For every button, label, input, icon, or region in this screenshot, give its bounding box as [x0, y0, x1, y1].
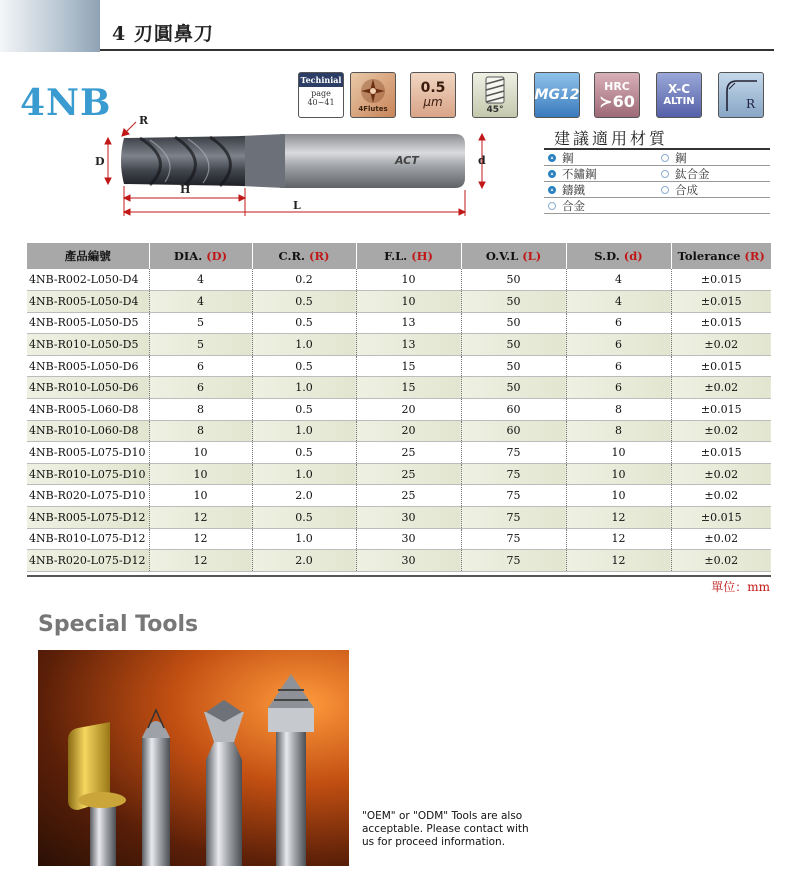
table-cell: 75 — [461, 507, 566, 529]
table-cell: ±0.015 — [671, 312, 771, 334]
table-cell: 1.0 — [252, 377, 356, 399]
table-cell: 10 — [149, 463, 252, 485]
part-number-cell: 4NB-R010-L060-D8 — [27, 420, 149, 442]
table-cell: 2.0 — [252, 550, 356, 572]
radius-profile-icon — [719, 73, 763, 117]
table-cell: 50 — [461, 312, 566, 334]
table-cell: 10 — [356, 269, 461, 291]
table-cell: ±0.015 — [671, 399, 771, 421]
column-header-label: C.R. — [278, 249, 306, 263]
materials-list — [544, 150, 770, 214]
column-header-symbol: (R) — [744, 249, 765, 263]
table-cell: ±0.02 — [671, 420, 771, 442]
table-cell: 10 — [566, 463, 671, 485]
chamfer-tool-body — [206, 742, 242, 866]
table-cell: ±0.02 — [671, 463, 771, 485]
table-header-row — [27, 243, 771, 269]
part-number-cell: 4NB-R010-L050-D6 — [27, 377, 149, 399]
tool-neck — [240, 134, 285, 188]
recommended-dot-icon — [548, 170, 556, 178]
material-name: 鈦合金 — [675, 166, 710, 181]
material-item — [544, 198, 657, 213]
tolerance-micron-icon: 0.5 μm — [410, 72, 456, 118]
table-cell: 75 — [461, 550, 566, 572]
coating-brand-icon: MG12 — [534, 72, 580, 118]
hardness-icon: HRC ≻60 — [594, 72, 640, 118]
table-cell: ±0.02 — [671, 334, 771, 356]
table-cell: 75 — [461, 528, 566, 550]
table-cell: 5 — [149, 334, 252, 356]
column-header-label: O.V.L — [485, 249, 519, 263]
spec-table — [27, 243, 771, 572]
part-number-cell: 4NB-R002-L050-D4 — [27, 269, 149, 291]
materials-row — [544, 198, 770, 214]
table-cell: 4 — [566, 291, 671, 313]
four-flutes-icon: 4Flutes — [350, 72, 396, 118]
table-row — [27, 442, 771, 464]
table-cell: 0.5 — [252, 399, 356, 421]
table-cell: 8 — [566, 399, 671, 421]
part-number-cell: 4NB-R010-L075-D12 — [27, 528, 149, 550]
page-title: 4 刃圓鼻刀 — [112, 23, 214, 45]
table-cell: 50 — [461, 269, 566, 291]
column-header-symbol: (d) — [623, 249, 643, 263]
table-row — [27, 334, 771, 356]
table-row — [27, 550, 771, 572]
table-cell: 6 — [566, 334, 671, 356]
table-row — [27, 312, 771, 334]
table-cell: 6 — [566, 355, 671, 377]
label-h: H — [180, 183, 191, 196]
gold-tool-shank — [90, 800, 116, 866]
column-header — [566, 243, 671, 269]
table-bottom-rule — [27, 575, 771, 577]
part-number-cell: 4NB-R020-L075-D12 — [27, 550, 149, 572]
table-cell: 60 — [461, 420, 566, 442]
column-header-symbol: (R) — [309, 249, 330, 263]
table-cell: 50 — [461, 334, 566, 356]
table-cell: 30 — [356, 507, 461, 529]
table-cell: 8 — [149, 399, 252, 421]
ball-tool-shank — [142, 738, 170, 866]
material-item — [544, 166, 657, 181]
table-row — [27, 463, 771, 485]
table-cell: 1.0 — [252, 528, 356, 550]
table-cell: 12 — [149, 507, 252, 529]
header-rule — [100, 49, 774, 51]
table-cell: 4 — [566, 269, 671, 291]
column-header — [671, 243, 771, 269]
part-number-cell: 4NB-R005-L050-D6 — [27, 355, 149, 377]
table-cell: 15 — [356, 355, 461, 377]
table-cell: ±0.015 — [671, 291, 771, 313]
table-cell: ±0.015 — [671, 507, 771, 529]
table-cell: 60 — [461, 399, 566, 421]
recommended-dot-icon — [548, 154, 556, 162]
table-cell: 2.0 — [252, 485, 356, 507]
table-cell: 5 — [149, 312, 252, 334]
recommended-materials — [544, 126, 770, 214]
column-header-label: Tolerance — [677, 249, 741, 263]
table-cell: 0.5 — [252, 507, 356, 529]
table-cell: 25 — [356, 463, 461, 485]
table-row — [27, 291, 771, 313]
table-cell: 13 — [356, 312, 461, 334]
part-number-cell: 4NB-R010-L050-D5 — [27, 334, 149, 356]
table-cell: 12 — [566, 550, 671, 572]
table-cell: 6 — [149, 355, 252, 377]
table-cell: 50 — [461, 355, 566, 377]
table-cell: 75 — [461, 463, 566, 485]
column-header — [252, 243, 356, 269]
table-row — [27, 269, 771, 291]
table-cell: 4 — [149, 291, 252, 313]
material-name: 鋼 — [675, 150, 687, 165]
table-cell: 12 — [149, 550, 252, 572]
column-header-symbol: (D) — [206, 249, 228, 263]
special-tools-photo — [38, 650, 349, 866]
column-header-symbol: (H) — [411, 249, 433, 263]
table-row — [27, 420, 771, 442]
material-name: 鋼 — [562, 150, 574, 165]
recommended-dot-icon — [548, 186, 556, 194]
material-name: 合金 — [562, 198, 585, 213]
table-cell: 0.2 — [252, 269, 356, 291]
material-name: 不鏽鋼 — [562, 166, 597, 181]
coating-type-icon: X-C ALTIN — [656, 72, 702, 118]
part-number-cell: 4NB-R005-L075-D12 — [27, 507, 149, 529]
table-cell: 0.5 — [252, 355, 356, 377]
table-cell: 20 — [356, 420, 461, 442]
label-r: R — [139, 114, 149, 127]
material-item — [544, 150, 657, 165]
corner-radius-icon: R — [718, 72, 764, 118]
optional-dot-icon — [661, 186, 669, 194]
column-header — [149, 243, 252, 269]
table-cell: 13 — [356, 334, 461, 356]
table-cell: 0.5 — [252, 291, 356, 313]
table-cell: ±0.015 — [671, 269, 771, 291]
table-cell: 30 — [356, 528, 461, 550]
material-item — [544, 182, 657, 197]
label-l: L — [293, 199, 301, 212]
table-row — [27, 528, 771, 550]
table-cell: 10 — [566, 485, 671, 507]
table-cell: ±0.02 — [671, 550, 771, 572]
table-cell: 1.0 — [252, 463, 356, 485]
table-cell: 75 — [461, 442, 566, 464]
table-cell: 15 — [356, 377, 461, 399]
material-item — [657, 182, 770, 197]
material-item — [657, 150, 770, 165]
column-header — [27, 243, 149, 269]
part-number-cell: 4NB-R005-L050-D5 — [27, 312, 149, 334]
materials-row — [544, 150, 770, 166]
optional-dot-icon — [661, 154, 669, 162]
table-body — [27, 269, 771, 571]
column-header-symbol: (L) — [522, 249, 542, 263]
materials-row — [544, 182, 770, 198]
label-d-big: D — [95, 155, 105, 168]
table-cell: ±0.015 — [671, 442, 771, 464]
technical-page-icon[interactable]: Techinial page 40~41 — [298, 72, 344, 118]
helix-flute-icon — [482, 76, 508, 106]
material-name: 合成 — [675, 182, 698, 197]
material-name: 鑄鐵 — [562, 182, 585, 197]
brand-mark: ACT — [395, 154, 419, 167]
table-cell: 10 — [149, 485, 252, 507]
table-row — [27, 377, 771, 399]
table-cell: 30 — [356, 550, 461, 572]
table-cell: 4 — [149, 269, 252, 291]
table-cell: 10 — [566, 442, 671, 464]
table-row — [27, 485, 771, 507]
table-cell: ±0.02 — [671, 485, 771, 507]
label-d-small: d — [478, 154, 486, 167]
table-cell: 20 — [356, 399, 461, 421]
table-cell: 8 — [566, 420, 671, 442]
oem-note: "OEM" or "ODM" Tools are also acceptable. Please contact with us for proceed information. — [362, 810, 529, 848]
t-slot-tool-shank — [276, 730, 306, 866]
part-number-cell: 4NB-R020-L075-D10 — [27, 485, 149, 507]
special-tools-title: Special Tools — [38, 612, 199, 637]
column-header-label: DIA. — [173, 249, 203, 263]
table-cell: 1.0 — [252, 420, 356, 442]
table-cell: ±0.02 — [671, 528, 771, 550]
table-cell: 75 — [461, 485, 566, 507]
optional-dot-icon — [548, 202, 556, 210]
table-row — [27, 507, 771, 529]
header-band — [0, 0, 100, 52]
table-cell: 6 — [566, 312, 671, 334]
end-mill-diagram — [0, 112, 486, 222]
table-cell: 25 — [356, 485, 461, 507]
table-cell: 6 — [566, 377, 671, 399]
table-cell: 8 — [149, 420, 252, 442]
table-cell: ±0.015 — [671, 355, 771, 377]
table-cell: 0.5 — [252, 312, 356, 334]
tool-shank — [280, 134, 465, 188]
column-header — [461, 243, 566, 269]
optional-dot-icon — [661, 170, 669, 178]
table-cell: 12 — [566, 528, 671, 550]
table-cell: 1.0 — [252, 334, 356, 356]
part-number-cell: 4NB-R005-L050-D4 — [27, 291, 149, 313]
column-header-label: S.D. — [594, 249, 620, 263]
table-cell: 50 — [461, 377, 566, 399]
table-cell: 10 — [149, 442, 252, 464]
unit-note: 單位：mm — [711, 580, 770, 594]
flute-cross-section-icon — [358, 76, 388, 106]
table-cell: 50 — [461, 291, 566, 313]
table-cell: 12 — [566, 507, 671, 529]
column-header-label: 產品編號 — [64, 249, 111, 263]
part-number-cell: 4NB-R005-L060-D8 — [27, 399, 149, 421]
table-row — [27, 399, 771, 421]
table-cell: 6 — [149, 377, 252, 399]
table-cell: 0.5 — [252, 442, 356, 464]
special-tools-illustration — [38, 650, 349, 866]
part-number-cell: 4NB-R005-L075-D10 — [27, 442, 149, 464]
helix-angle-icon: 45° — [472, 72, 518, 118]
material-item — [657, 166, 770, 181]
materials-title: 建議適用材質 — [544, 126, 770, 150]
column-header-label: F.L. — [384, 249, 408, 263]
table-cell: 12 — [149, 528, 252, 550]
part-number-cell: 4NB-R010-L075-D10 — [27, 463, 149, 485]
model-code: 4NB — [20, 82, 112, 124]
table-cell: 10 — [356, 291, 461, 313]
table-row — [27, 355, 771, 377]
table-cell: ±0.02 — [671, 377, 771, 399]
column-header — [356, 243, 461, 269]
materials-row — [544, 166, 770, 182]
table-cell: 25 — [356, 442, 461, 464]
